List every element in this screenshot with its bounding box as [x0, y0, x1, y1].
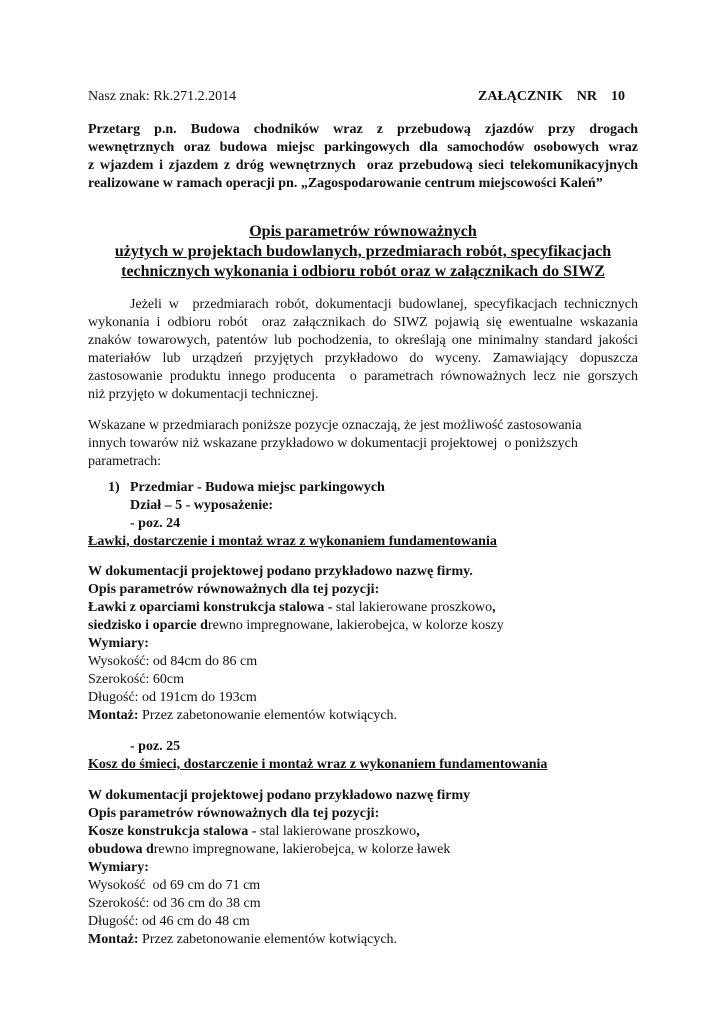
height-spec: Wysokość od 69 cm do 71 cm — [88, 878, 261, 893]
construction-line — [88, 823, 420, 841]
tender-line-2: wewnętrznych oraz budowa miejsc parkingowych dla samochodów osobowych wraz — [88, 140, 638, 155]
intro-line-3: znaków towarowych, patentów lub pochodzenia, to określają one minimalny standard jakości — [88, 333, 638, 348]
tender-line-1: Przetarg p.n. Budowa chodników wraz z przebudową zjazdów przy drogach — [88, 122, 638, 137]
document-title: Opis parametrów równoważnych — [249, 223, 477, 240]
construction-line — [88, 599, 496, 617]
indicated-line-1: Wskazane w przedmiarach poniższe pozycje oznaczają, że jest możliwość zastosowania — [88, 418, 582, 433]
construction-comma: , — [492, 600, 496, 615]
note-line: W dokumentacji projektowej podano przykładowo nazwę firmy — [88, 788, 471, 803]
length-spec: Długość: od 191cm do 193cm — [88, 690, 257, 705]
mounting-label: Montaż: — [88, 708, 139, 723]
przedmiar-title: Przedmiar - Budowa miejsc parkingowych — [130, 480, 385, 495]
dimensions-label: Wymiary: — [88, 860, 149, 875]
construction-text: stal lakierowane proszkowo — [256, 824, 417, 839]
attachment-label: ZAŁĄCZNIK NR 10 — [478, 89, 626, 104]
position-25: - poz. 25 — [130, 739, 181, 754]
mounting-line — [88, 707, 397, 725]
mounting-line — [88, 931, 397, 949]
reference-number: Nasz znak: Rk.271.2.2014 — [88, 89, 237, 104]
tender-line-4: realizowane w ramach operacji pn. „Zagospodarowanie centrum miejscowości Kaleń” — [88, 176, 603, 191]
housing-bold: obudowa d — [88, 842, 154, 857]
item-number: 1) — [108, 480, 120, 495]
intro-line-1: Jeżeli w przedmiarach robót, dokumentacji budowlanej, specyfikacjach technicznych — [130, 297, 638, 312]
seat-line — [88, 617, 504, 635]
housing-line — [88, 841, 450, 859]
width-spec: Szerokość: od 36 cm do 38 cm — [88, 896, 261, 911]
intro-line-2: wykonania i odbioru robót oraz załącznikach do SIWZ pojawią się ewentualne wskazania — [88, 315, 638, 330]
housing-text: rewno impregnowane, lakierobejca, w kolorze ławek — [153, 842, 451, 857]
equivalent-params-label: Opis parametrów równoważnych dla tej pozycji: — [88, 806, 380, 821]
note-line: W dokumentacji projektowej podano przykładowo nazwę firmy. — [88, 564, 473, 579]
construction-bold: Kosze konstrukcja stalowa - — [88, 824, 257, 839]
position-24: - poz. 24 — [130, 516, 181, 531]
item-heading-bins: Kosz do śmieci, dostarczenie i montaż wraz z wykonaniem fundamentowania — [88, 757, 548, 772]
item-heading-benches: Ławki, dostarczenie i montaż wraz z wykonaniem fundamentowania — [88, 534, 497, 549]
document-subtitle-1: użytych w projektach budowlanych, przedmiarach robót, specyfikacjach — [114, 243, 612, 260]
mounting-text: Przez zabetonowanie elementów kotwiących. — [138, 932, 398, 947]
construction-bold: Ławki z oparciami konstrukcja stalowa - — [88, 600, 333, 615]
indicated-line-2: innych towarów niż wskazane przykładowo w dokumentacji projektowej o poniższych — [88, 436, 578, 451]
dzial-label: Dział – 5 - wyposażenie: — [130, 498, 274, 513]
intro-line-6: niż przyjęto w dokumentacji technicznej. — [88, 387, 319, 402]
document-subtitle-2: technicznych wykonania i odbioru robót oraz w załącznikach do SIWZ — [121, 263, 605, 280]
mounting-text: Przez zabetonowanie elementów kotwiących. — [138, 708, 398, 723]
intro-line-5: zastosowanie produktu innego producenta o parametrach równoważnych lecz nie gorszych — [88, 369, 638, 384]
equivalent-params-label: Opis parametrów równoważnych dla tej pozycji: — [88, 582, 380, 597]
seat-text: rewno impregnowane, lakierobejca, w kolorze koszy — [207, 618, 504, 633]
mounting-label: Montaż: — [88, 932, 139, 947]
construction-comma: , — [416, 824, 420, 839]
indicated-line-3: parametrach: — [88, 454, 162, 469]
dimensions-label: Wymiary: — [88, 636, 149, 651]
seat-bold: siedzisko i oparcie d — [88, 618, 208, 633]
length-spec: Długość: od 46 cm do 48 cm — [88, 914, 250, 929]
height-spec: Wysokość: od 84cm do 86 cm — [88, 654, 258, 669]
tender-line-3: z wjazdem i zjazdem z dróg wewnętrznych oraz przebudową sieci telekomunikacyjnych — [88, 158, 638, 173]
intro-line-4: materiałów lub urządzeń przyjętych przykładowo do wyceny. Zamawiający dopuszcza — [88, 351, 638, 366]
width-spec: Szerokość: 60cm — [88, 672, 185, 687]
construction-text: stal lakierowane proszkowo — [332, 600, 493, 615]
